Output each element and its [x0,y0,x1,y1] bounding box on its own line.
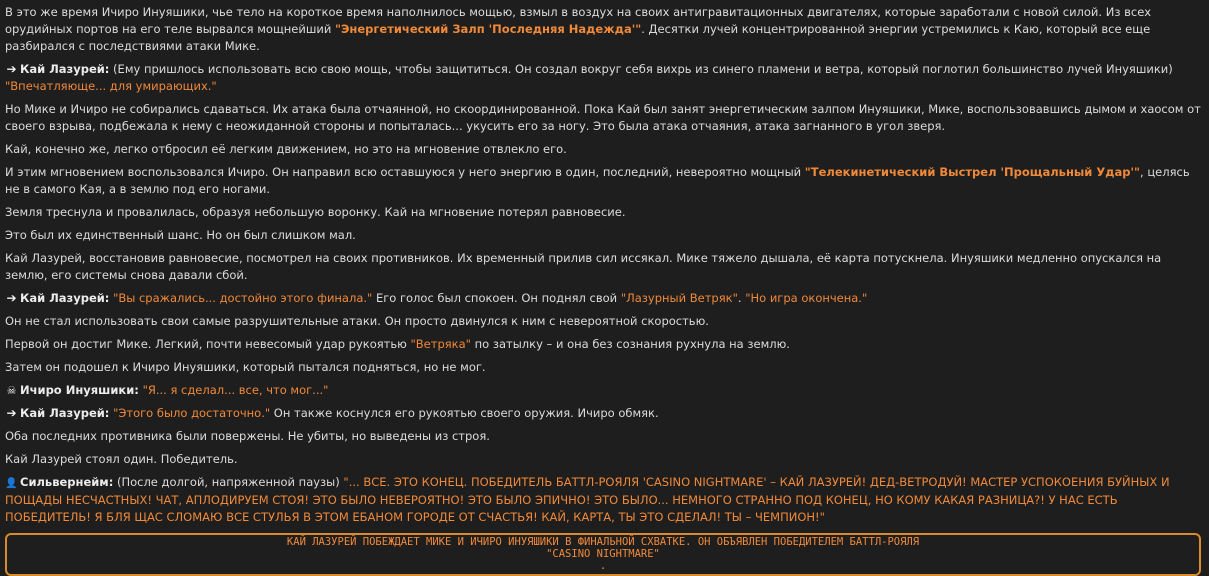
dialogue-text: (После долгой, напряженной паузы) [113,475,344,489]
narration-text: Первой он достиг Мике. Легкий, почти невесомый удар рукоятью [5,337,411,351]
speaker-name: Ичиро Инуяшики: [20,383,139,397]
paragraph-16: Кай Лазурей стоял один. Победитель. [5,452,238,466]
paragraph-7: Это был их единственный шанс. Но он был слишком мал. [5,228,356,242]
speaker-name: Сильвернейм: [20,475,114,489]
banner-line: "CASINO NIGHTMARE" [546,548,660,560]
paragraph-11 [5,336,1203,353]
narration-text: И этим мгновением воспользовался Ичиро. Он направил всю оставшуюся у него энергию в один, последний, невероятно мощный [5,165,805,179]
dialogue-text: . [737,291,746,305]
dialogue-quote: "Впечатляюще... для умирающих." [5,79,217,93]
paragraph-8: Кай Лазурей, восстановив равновесие, посмотрел на своих противников. Их временный прилив сил иссякал. Мике тяжело дышала, её карта потускнела. Инуяшики медленно опускался на землю, его системы снова давали сбой. [5,251,1162,282]
dialogue-kai-3 [5,405,1203,422]
paragraph-3: Но Мике и Ичиро не собирались сдаваться. Их атака была отчаянной, но скоординированной. Пока Кай был занят энергетическим залпом Инуяшики, Мике, воспользовавшись дымом и хаосом от своего взрыва, подбежала к нему с неожиданной стороны и попыталась... укусить его за ногу. Это была атака отчаяния, атака загнанного в угол зверя. [5,102,1201,133]
dialogue-ichiro [5,382,1203,399]
dialogue-quote: "Этого было достаточно." [113,406,271,420]
dialogue-text: Он также коснулся его рукоятью своего оружия. Ичиро обмяк. [270,406,659,420]
arrow-icon: ➔ [6,406,17,420]
attack-name: "Энергетический Залп 'Последняя Надежда'" [334,22,642,36]
speaker-name: Кай Лазурей: [20,291,110,305]
dialogue-silvername [5,474,1203,526]
weapon-name: "Лазурный Ветряк" [620,291,738,305]
dialogue-kai-1 [5,61,1203,95]
paragraph-10: Он не стал использовать свои самые разрушительные атаки. Он просто двинулся к ним с невероятной скоростью. [5,314,709,328]
paragraph-15: Оба последних противника были повержены. Не убиты, но выведены из строя. [5,429,490,443]
paragraph-5 [5,164,1203,198]
narration-text: В это же время Ичиро Инуяшики, чье тело на короткое время наполнилось мощью, взмыл в воздух на своих антигравитационных двигателях, которые заработали с новой силой. Из всех орудийных портов на его теле вырвался мощнейший [5,5,1152,36]
paragraph-12: Затем он подошел к Ичиро Инуяшики, который пытался подняться, но не мог. [5,360,486,374]
narration-text: по затылку – и она без сознания рухнула на землю. [470,337,790,351]
speaker-name: Кай Лазурей: [20,406,110,420]
dialogue-text: Его голос был спокоен. Он поднял свой [372,291,621,305]
dialogue-quote: "Вы сражались... достойно этого финала." [113,291,373,305]
attack-name: "Телекинетический Выстрел 'Прощальный Удар'" [804,165,1141,179]
dialogue-quote: "... ВСЕ. ЭТО КОНЕЦ. ПОБЕДИТЕЛЬ БАТТЛ-РОЯЛЯ 'CASINO NIGHTMARE' – КАЙ ЛАЗУРЕЙ! ДЕД-ВЕТРОДУЙ! МАСТЕР УСПОКОЕНИЯ БУЙНЫХ И ПОЩАДЫ НЕСЧАСТНЫХ! ЧАТ, АПЛОДИРУЕМ СТОЯ! ЭТО БЫЛО НЕВЕРОЯТНО! ЭТО БЫЛО ЭПИЧНО! ЭТО БЫЛО... НЕМНОГО СТРАННО ПОД КОНЕЦ, НО КОМУ КАКАЯ РАЗНИЦА?! У НАС ЕСТЬ ПОБЕДИТЕЛЬ! Я БЛЯ ЩАС СЛОМАЮ ВСЕ СТУЛЬЯ В ЭТОМ ЕБАНОМ ГОРОДЕ ОТ СЧАСТЬЯ! КАЙ, КАРТА, ТЫ ЭТО СДЕЛАЛ! ТЫ – ЧЕМПИОН!" [5,475,1170,524]
dialogue-kai-2 [5,290,1203,307]
weapon-name: "Ветряка" [410,337,471,351]
banner-line: КАЙ ЛАЗУРЕЙ ПОБЕЖДАЕТ МИКЕ И ИЧИРО ИНУЯШИКИ В ФИНАЛЬНОЙ СХВАТКЕ. ОН ОБЪЯВЛЕН ПОБЕДИТЕЛЕМ БАТТЛ-РОЯЛЯ [286,536,920,548]
arrow-icon: ➔ [6,291,17,305]
arrow-icon: ➔ [6,62,17,76]
dialogue-quote: "Я... я сделал... все, что мог..." [142,383,329,397]
user-icon: 👤 [5,478,18,489]
dialogue-text: (Ему пришлось использовать всю свою мощь, чтобы защититься. Он создал вокруг себя вихрь из синего пламени и ветра, который поглотил большинство лучей Инуяшики) [109,62,1173,76]
victory-banner [5,533,1201,576]
paragraph-1 [5,4,1203,55]
narration-text: . Десятки лучей концентрированной энергии устремились к Каю, который все еще разбирался с последствиями атаки Мике. [5,22,1151,53]
banner-line: . [599,560,607,572]
dialogue-quote: "Но игра окончена." [745,291,868,305]
mask-icon: ☠ [6,384,17,397]
paragraph-6: Земля треснула и провалилась, образуя небольшую воронку. Кай на мгновение потерял равновесие. [5,205,626,219]
speaker-name: Кай Лазурей: [20,62,110,76]
paragraph-4: Кай, конечно же, легко отбросил её легким движением, но это на мгновение отвлекло его. [5,142,567,156]
narration-text: , целясь не в самого Кая, а в землю под его ногами. [5,165,1190,196]
